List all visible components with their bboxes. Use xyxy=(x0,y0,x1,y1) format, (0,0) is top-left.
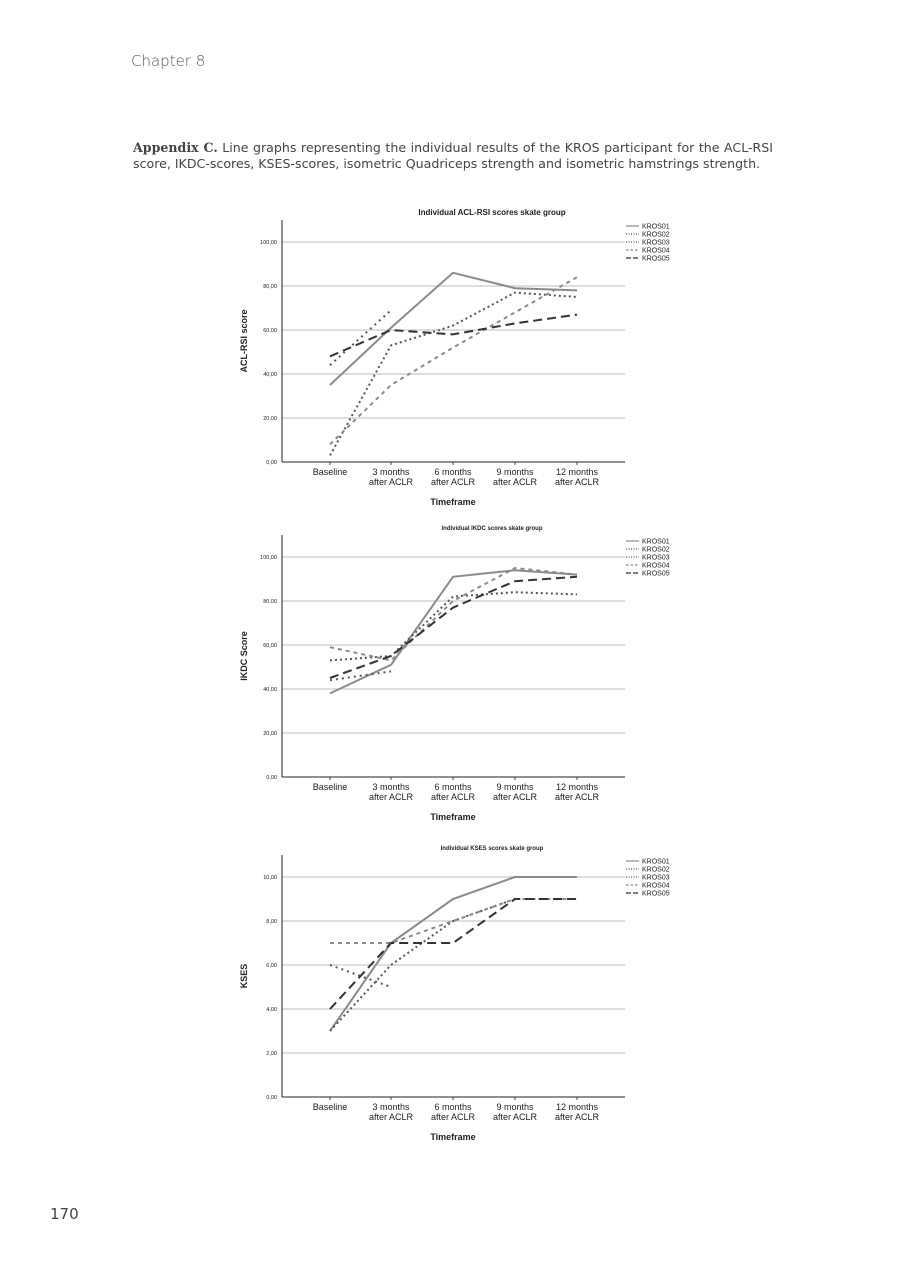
x-tick-label: Baseline xyxy=(312,467,348,477)
y-tick-label: 2,00 xyxy=(266,1051,277,1057)
y-tick-label: 60,00 xyxy=(263,643,277,649)
legend-label-kros02: KROS02 xyxy=(642,866,670,874)
series-line-kros02 xyxy=(330,592,577,660)
x-tick-label: 12 months after ACLR xyxy=(554,1102,600,1122)
series-line-kros05 xyxy=(330,577,577,678)
x-tick-label: 3 months after ACLR xyxy=(368,782,414,802)
legend-label-kros01: KROS01 xyxy=(642,858,670,866)
legend-label-kros02: KROS02 xyxy=(642,546,670,554)
y-tick-label: 0,00 xyxy=(266,460,277,466)
y-tick-label: 0,00 xyxy=(266,1095,277,1101)
x-tick-label: 12 months after ACLR xyxy=(554,467,600,487)
y-tick-label: 20,00 xyxy=(263,731,277,737)
legend-label-kros05: KROS05 xyxy=(642,890,670,898)
kses-chart xyxy=(0,835,905,1155)
series-line-kros01 xyxy=(330,877,577,1031)
y-tick-label: 100,00 xyxy=(260,240,277,246)
x-tick-label: Baseline xyxy=(312,782,348,792)
legend-label-kros04: KROS04 xyxy=(642,882,670,890)
legend-label-kros01: KROS01 xyxy=(642,538,670,546)
y-tick-label: 40,00 xyxy=(263,687,277,693)
y-tick-label: 80,00 xyxy=(263,284,277,290)
x-axis-label: Timeframe xyxy=(430,812,476,822)
y-tick-label: 60,00 xyxy=(263,328,277,334)
x-tick-label: 6 months after ACLR xyxy=(430,467,476,487)
x-tick-label: Baseline xyxy=(312,1102,348,1112)
legend-label-kros03: KROS03 xyxy=(642,239,670,247)
legend-label-kros04: KROS04 xyxy=(642,562,670,570)
y-tick-label: 100,00 xyxy=(260,555,277,561)
x-tick-label: 6 months after ACLR xyxy=(430,782,476,802)
y-tick-label: 80,00 xyxy=(263,599,277,605)
legend-label-kros05: KROS05 xyxy=(642,255,670,263)
x-tick-label: 6 months after ACLR xyxy=(430,1102,476,1122)
figure-caption xyxy=(133,140,773,172)
x-tick-label: 9 months after ACLR xyxy=(492,1102,538,1122)
legend-label-kros03: KROS03 xyxy=(642,554,670,562)
page-number: 170 xyxy=(50,1205,79,1223)
y-tick-label: 40,00 xyxy=(263,372,277,378)
y-tick-label: 0,00 xyxy=(266,775,277,781)
chart-title: Individual KSES scores skate group xyxy=(440,846,544,852)
y-axis-label: IKDC Score xyxy=(239,631,249,681)
y-axis-label: KSES xyxy=(239,963,249,989)
y-tick-label: 10,00 xyxy=(263,875,277,881)
series-line-kros05 xyxy=(330,899,577,1009)
series-line-kros01 xyxy=(330,273,577,385)
caption-lead: Appendix C. xyxy=(133,140,218,155)
x-axis-label: Timeframe xyxy=(430,497,476,507)
caption-text: Line graphs representing the individual results of the KROS participant for the ACL-RSI score, IKDC-scores, KSES-scores, isometric Quadriceps strength and isometric hamstrings strength. xyxy=(133,140,773,171)
acl-rsi-chart xyxy=(0,200,905,515)
legend-label-kros03: KROS03 xyxy=(642,874,670,882)
x-axis-label: Timeframe xyxy=(430,1132,476,1142)
series-line-kros04 xyxy=(330,568,577,660)
legend-label-kros05: KROS05 xyxy=(642,570,670,578)
y-tick-label: 20,00 xyxy=(263,416,277,422)
legend-label-kros01: KROS01 xyxy=(642,223,670,231)
x-tick-label: 3 months after ACLR xyxy=(368,1102,414,1122)
y-tick-label: 8,00 xyxy=(266,919,277,925)
x-tick-label: 12 months after ACLR xyxy=(554,782,600,802)
x-tick-label: 9 months after ACLR xyxy=(492,782,538,802)
legend-label-kros04: KROS04 xyxy=(642,247,670,255)
y-tick-label: 4,00 xyxy=(266,1007,277,1013)
ikdc-chart xyxy=(0,515,905,830)
x-tick-label: 3 months after ACLR xyxy=(368,467,414,487)
legend-label-kros02: KROS02 xyxy=(642,231,670,239)
x-tick-label: 9 months after ACLR xyxy=(492,467,538,487)
y-tick-label: 6,00 xyxy=(266,963,277,969)
chapter-header: Chapter 8 xyxy=(131,52,206,70)
chart-title: Individual IKDC scores skate group xyxy=(441,526,543,532)
series-line-kros04 xyxy=(330,277,577,444)
y-axis-label: ACL-RSI score xyxy=(239,309,249,373)
chart-title: Individual ACL-RSI scores skate group xyxy=(418,208,566,217)
